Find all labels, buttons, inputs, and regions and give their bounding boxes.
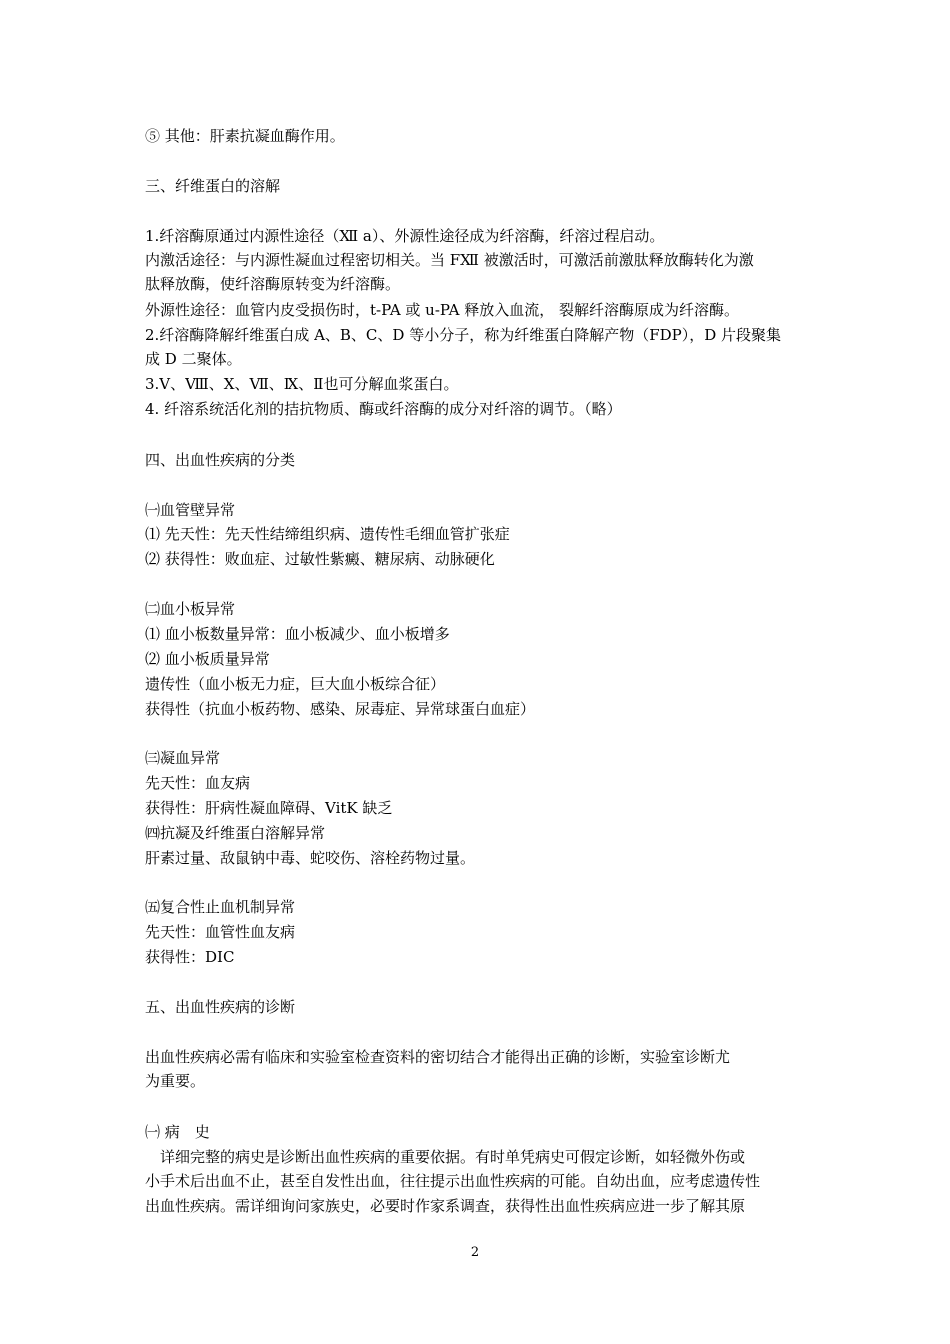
text-line: 为重要。 (145, 1072, 206, 1090)
text-line: 先天性：血友病 (145, 774, 251, 792)
text-line: 3.Ⅴ、Ⅷ、Ⅹ、Ⅶ、Ⅸ、Ⅱ也可分解血浆蛋白。 (145, 375, 459, 393)
subsection-heading: ㈡血小板异常 (145, 600, 236, 618)
page-number: 2 (470, 1245, 480, 1260)
subsection-heading: ㈢凝血异常 (145, 749, 221, 767)
text-line: 获得性（抗血小板药物、感染、尿毒症、异常球蛋白血症） (145, 700, 536, 718)
text-line: 获得性：肝病性凝血障碍、VitK 缺乏 (145, 799, 393, 817)
text-line: 先天性：血管性血友病 (145, 923, 296, 941)
text-line: 肝素过量、敌鼠钠中毒、蛇咬伤、溶栓药物过量。 (145, 849, 476, 867)
subsection-heading: ㈣抗凝及纤维蛋白溶解异常 (145, 824, 326, 842)
text-line: ⑴ 先天性：先天性结缔组织病、遗传性毛细血管扩张症 (145, 525, 510, 543)
text-line: 肽释放酶，使纤溶酶原转变为纤溶酶。 (145, 275, 401, 293)
subsection-heading: ㈠ 病 史 (145, 1123, 210, 1141)
subsection-heading: ㈠血管壁异常 (145, 501, 236, 519)
text-line: ⑵ 血小板质量异常 (145, 650, 270, 668)
text-line: 1.纤溶酶原通过内源性途径（Ⅻ a）、外源性途径成为纤溶酶，纤溶过程启动。 (145, 227, 665, 245)
text-line: 成 D 二聚体。 (145, 350, 242, 368)
section-heading: 三、纤维蛋白的溶解 (145, 177, 281, 195)
text-line: 获得性：DIC (145, 948, 235, 966)
text-line: ⑤ 其他：肝素抗凝血酶作用。 (145, 127, 345, 145)
text-line: 小手术后出血不止，甚至自发性出血，往往提示出血性疾病的可能。自幼出血，应考虑遗传性 (145, 1172, 761, 1190)
text-line: 4. 纤溶系统活化剂的拮抗物质、酶或纤溶酶的成分对纤溶的调节。（略） (145, 400, 622, 418)
subsection-heading: ㈤复合性止血机制异常 (145, 898, 296, 916)
section-heading: 五、出血性疾病的诊断 (145, 998, 296, 1016)
text-line: 遗传性（血小板无力症，巨大血小板综合征） (145, 675, 446, 693)
text-line: 详细完整的病史是诊断出血性疾病的重要依据。有时单凭病史可假定诊断，如轻微外伤或 (145, 1148, 746, 1166)
text-line: 内激活途径：与内源性凝血过程密切相关。当 FⅫ 被激活时，可激活前激肽释放酶转化为激 (145, 251, 754, 269)
text-line: ⑴ 血小板数量异常：血小板减少、血小板增多 (145, 625, 450, 643)
text-line: 2.纤溶酶降解纤维蛋白成 A、B、C、D 等小分子，称为纤维蛋白降解产物（FDP），D 片段聚集 (145, 326, 782, 344)
text-line: ⑵ 获得性：败血症、过敏性紫癜、糖尿病、动脉硬化 (145, 550, 495, 568)
text-line: 出血性疾病必需有临床和实验室检查资料的密切结合才能得出正确的诊断，实验室诊断尤 (145, 1048, 731, 1066)
text-line: 外源性途径：血管内皮受损伤时，t-PA 或 u-PA 释放入血流， 裂解纤溶酶原成为纤溶酶。 (145, 301, 739, 319)
section-heading: 四、出血性疾病的分类 (145, 451, 296, 469)
text-line: 出血性疾病。需详细询问家族史，必要时作家系调查，获得性出血性疾病应进一步了解其原 (145, 1197, 746, 1215)
